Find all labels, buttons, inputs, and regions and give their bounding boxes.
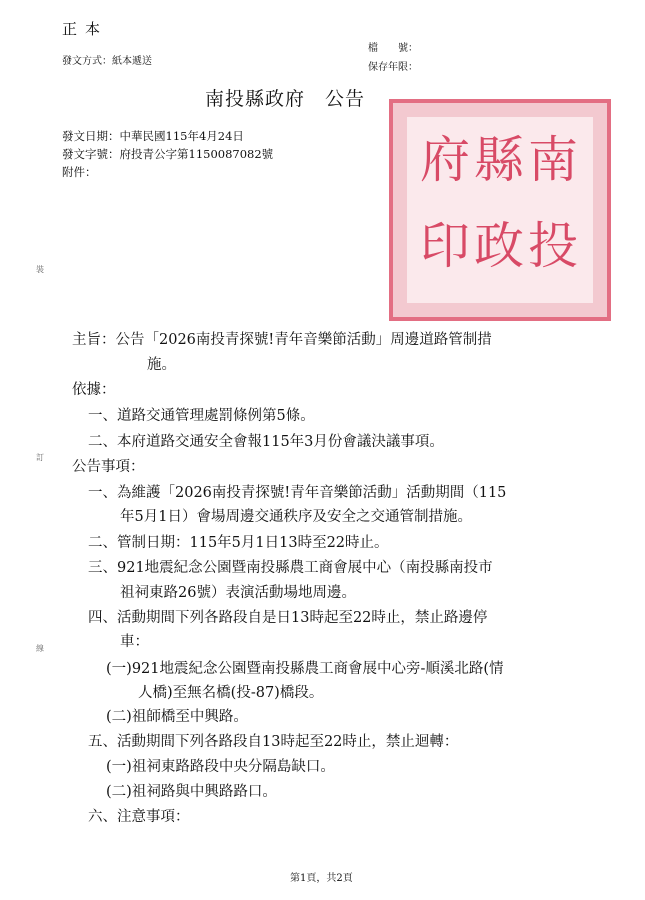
seal-char-6: 印	[420, 217, 470, 275]
notice-item-5-sub-1: (一)祖祠東路路段中央分隔島缺口。	[106, 759, 335, 775]
copy-label: 正本	[62, 20, 109, 38]
notice-item-3-line-2: 祖祠東路26號）表演活動場地周邊。	[120, 585, 356, 601]
seal-char-4: 投	[528, 217, 578, 275]
notice-item-4-sub-1-line-2: 人橋)至無名橋(投-87)橋段。	[138, 685, 324, 701]
notice-item-1-line-2: 年5月1日）會場周邊交通秩序及安全之交通管制措施。	[120, 509, 472, 525]
reference-number: 發文字號：府投青公字第1150087082號	[62, 147, 274, 161]
page-number: 第1頁，共2頁	[290, 873, 353, 884]
issue-date: 發文日期：中華民國115年4月24日	[62, 129, 244, 143]
binding-mark-bottom: 線	[36, 644, 44, 653]
notice-item-5: 五、活動期間下列各路段自13時起至22時止，禁止迴轉：	[88, 734, 459, 750]
notice-item-4-sub-1-line-1: (一)921地震紀念公園暨南投縣農工商會展中心旁-順溪北路(情	[106, 661, 504, 677]
seal-char-3: 府	[420, 131, 470, 189]
notice-item-4-line-2: 車：	[120, 634, 149, 650]
notice-item-5-sub-2: (二)祖祠路與中興路路口。	[106, 784, 277, 800]
basis-item-1: 一、道路交通管理處罰條例第5條。	[88, 408, 315, 424]
subject-line-1: 主旨：公告「2026南投青探號!青年音樂節活動」周邊道路管制措	[72, 332, 492, 348]
file-number-label: 檔 號：	[368, 43, 418, 54]
notice-item-1-line-1: 一、為維護「2026南投青探號!青年音樂節活動」活動期間（115	[88, 485, 507, 501]
binding-mark-top: 裝	[36, 265, 44, 274]
basis-heading: 依據：	[72, 382, 116, 398]
seal-char-2: 縣	[474, 131, 524, 189]
binding-mark-middle: 訂	[36, 453, 44, 462]
notice-item-4-sub-2: (二)祖師橋至中興路。	[106, 709, 248, 725]
seal-char-1: 南	[528, 131, 578, 189]
notice-item-3-line-1: 三、921地震紀念公園暨南投縣農工商會展中心（南投縣南投市	[88, 560, 493, 576]
notice-item-6: 六、注意事項：	[88, 809, 190, 825]
attachment-label: 附件：	[62, 165, 97, 179]
subject-line-2: 施。	[147, 357, 176, 373]
notice-heading: 公告事項：	[72, 459, 145, 475]
page-title: 南投縣政府 公告	[205, 88, 366, 110]
basis-item-2: 二、本府道路交通安全會報115年3月份會議決議事項。	[88, 434, 444, 450]
official-seal	[389, 99, 611, 321]
seal-char-5: 政	[474, 217, 524, 275]
retention-period-label: 保存年限：	[368, 62, 418, 73]
notice-item-4-line-1: 四、活動期間下列各路段自是日13時起至22時止，禁止路邊停	[88, 610, 488, 626]
notice-item-2: 二、管制日期：115年5月1日13時至22時止。	[88, 535, 389, 551]
send-method: 發文方式：紙本遞送	[62, 56, 152, 67]
